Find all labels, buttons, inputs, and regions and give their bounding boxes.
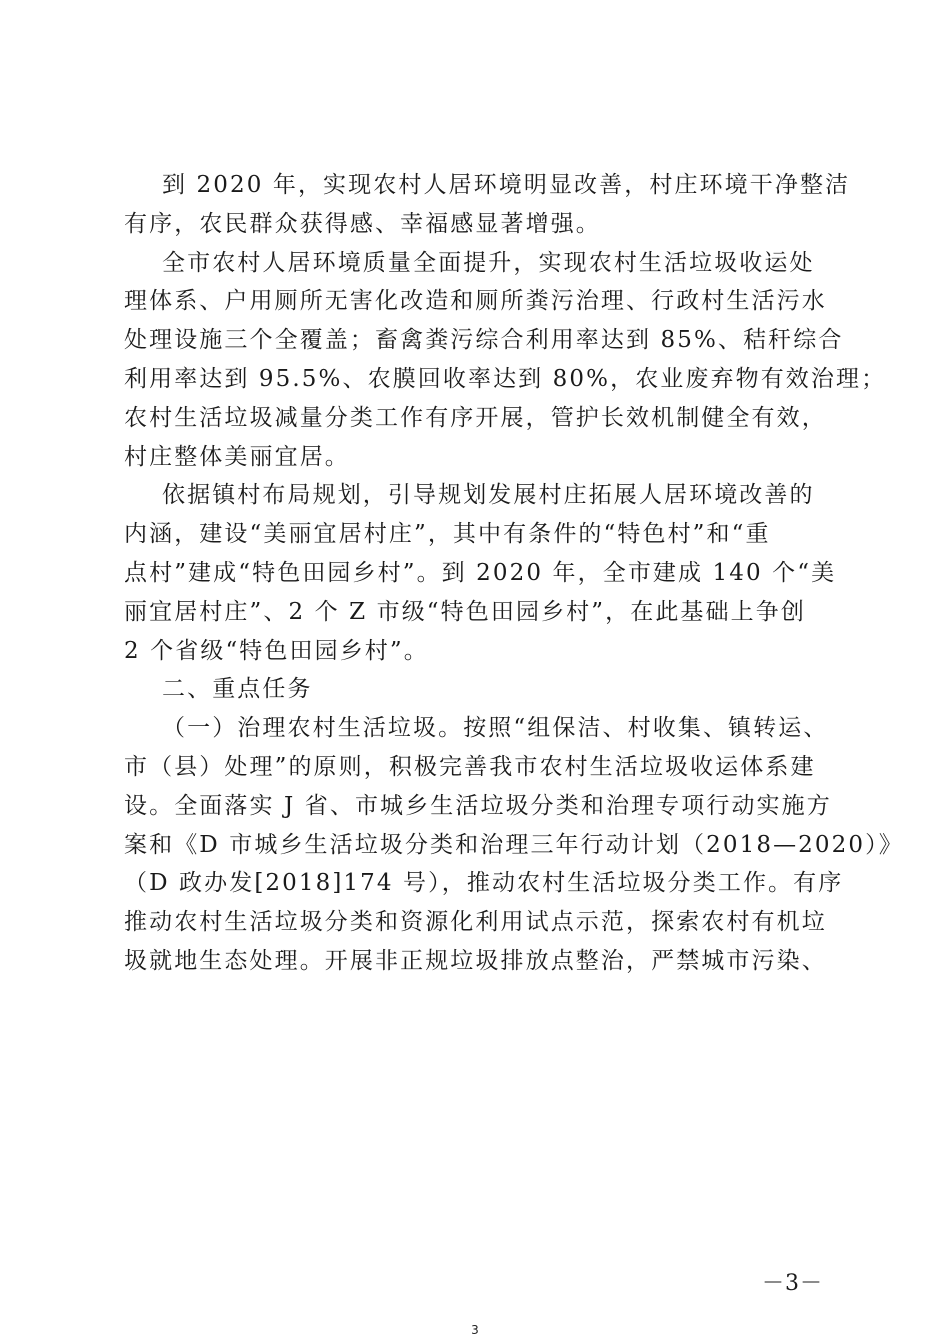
text-line: 村庄整体美丽宜居。 xyxy=(124,443,350,470)
text-line: 利用率达到 95.5%、农膜回收率达到 80%，农业废弃物有效治理； xyxy=(124,365,887,392)
document-body xyxy=(124,166,904,981)
text-line: （D 政办发[2018]174 号），推动农村生活垃圾分类工作。有序 xyxy=(124,870,844,897)
text-line: 2 个省级“特色田园乡村”。 xyxy=(124,637,429,664)
paragraph-village-planning xyxy=(124,476,840,670)
text-line: 推动农村生活垃圾分类和资源化利用试点示范，探索农村有机垃 xyxy=(124,909,827,936)
text-line: 有序，农民群众获得感、幸福感显著增强。 xyxy=(124,210,601,237)
text-line: 农村生活垃圾减量分类工作有序开展，管护长效机制健全有效， xyxy=(124,404,827,431)
page-number: －3－ xyxy=(762,1271,823,1296)
text-line: 到 2020 年，实现农村人居环境明显改善，村庄环境干净整洁 xyxy=(162,172,851,198)
text-line: 点村”建成“特色田园乡村”。到 2020 年，全市建成 140 个“美 xyxy=(124,559,837,586)
section-heading: 二、重点任务 xyxy=(162,676,313,703)
paragraph-environment-quality xyxy=(124,244,887,477)
text-line: （一）治理农村生活垃圾。按照“组保洁、村收集、镇转运、 xyxy=(162,715,829,742)
text-line: 全市农村人居环境质量全面提升，实现农村生活垃圾收运处 xyxy=(162,249,815,276)
text-line: 市（县）处理”的原则，积极完善我市农村生活垃圾收运体系建 xyxy=(124,753,816,780)
text-line: 案和《D 市城乡生活垃圾分类和治理三年行动计划（2018—2020）》 xyxy=(124,831,904,858)
text-line: 内涵，建设“美丽宜居村庄”，其中有条件的“特色村”和“重 xyxy=(124,521,771,548)
paragraph-garbage-treatment xyxy=(124,709,904,981)
text-line: 处理设施三个全覆盖；畜禽粪污综合利用率达到 85%、秸秆综合 xyxy=(124,327,844,354)
text-line: 丽宜居村庄”、2 个 Z 市级“特色田园乡村”，在此基础上争创 xyxy=(124,598,806,625)
text-line: 依据镇村布局规划，引导规划发展村庄拓展人居环境改善的 xyxy=(162,482,815,509)
text-line: 设。全面落实 J 省、市城乡生活垃圾分类和治理专项行动实施方 xyxy=(124,792,832,819)
text-line: 圾就地生态处理。开展非正规垃圾排放点整治，严禁城市污染、 xyxy=(124,947,827,974)
footer-page-number: 3 xyxy=(471,1323,479,1337)
paragraph-goal-2020 xyxy=(124,166,851,244)
text-line: 理体系、户用厕所无害化改造和厕所粪污治理、行政村生活污水 xyxy=(124,288,827,315)
